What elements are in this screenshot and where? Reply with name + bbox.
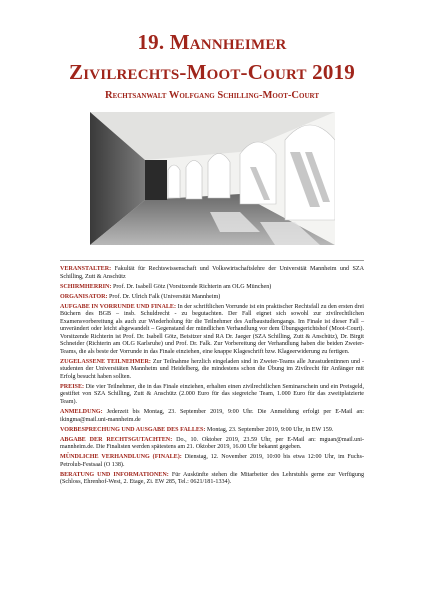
section-vorbesprechung: [60, 427, 364, 435]
section-label: VORBESPRECHUNG UND AUSGABE DES FALLES:: [60, 426, 206, 433]
section-text: Fakultät für Rechtswissenschaft und Volkswirtschaftslehre der Universität Mannheim und SZA Schilling, Zutt & Anschütz: [60, 266, 364, 280]
info-sections: [60, 266, 364, 490]
section-abgabe: [60, 437, 364, 452]
section-text: Prof. Dr. Isabell Götz (Vorsitzende Richterin am OLG München): [111, 283, 272, 290]
section-label: PREISE:: [60, 383, 85, 390]
section-label: ZUGELASSENE TEILNEHMER:: [60, 358, 151, 365]
section-text: Montag, 23. September 2019, 9:00 Uhr, in EW 159.: [205, 426, 334, 433]
section-text: Jederzeit bis Montag, 23. September 2019, 9:00 Uhr. Die Anmeldung erfolgt per E-Mail an: ikingma@mail.uni-mannheim.de: [60, 409, 364, 423]
section-text: Do., 10. Oktober 2019, 23.59 Uhr, per E-Mail an: mguan@mail.uni-mannheim.de. Die Finalisten werden spätestens am 21. Oktober 2019, 16.00 Uhr bekannt gegeben.: [60, 436, 364, 451]
section-beratung: [60, 472, 364, 487]
section-text: Dienstag, 12. November 2019, 10:00 bis etwa 12:00 Uhr, im Fuchs-Petrolub-Festsaal (O 138).: [60, 454, 364, 468]
section-preise: [60, 384, 364, 407]
title-line-2: Zivilrechts-Moot-Court 2019: [69, 60, 355, 84]
divider: [60, 260, 364, 261]
section-label: BERATUNG UND INFORMATIONEN:: [60, 471, 169, 478]
section-label: ORGANISATOR:: [60, 293, 108, 300]
section-text: Prof. Dr. Ulrich Falk (Universität Mannheim): [107, 293, 221, 300]
corridor-photo: [90, 112, 335, 245]
section-text: In der schriftlichen Vorrunde ist ein praktischer Rechtsfall zu den ersten drei Büchern des BGB – insb. Schuldrecht - zu begutachten. Der Fall eignet sich sowohl zur zivilrechtlichen Examensvorbereitung als auch zur Wiederholung für die Teilnehmer des Aufbaustudiengangs. Im Finale ist dieser Fall – unverändert oder leicht abgewandelt – Gegenstand der mündlichen Verhandlung vor dem Übungsgerichtshof (Moot-Court). Vorsitzende Richterin ist Prof. Dr. Isabell Götz, Beisitzer sind RA Dr. Jaeger (SZA Schilling, Zutt & Anschütz), Dr. Birgit Schneider (Richterin am OLG Karlsruhe) und Prof. Dr. Falk. Zur Vorbereitung der Verhandlung haben die beiden Zweier-Teams, die als beste der Vorrunde in das Finale einziehen, eine knappe Klageschrift bzw. Klageerwiderung zu fertigen.: [60, 303, 364, 355]
corridor-photo-icon: [90, 112, 335, 245]
title-line-1: 19. Mannheimer: [137, 30, 287, 54]
section-veranstalter: [60, 266, 364, 281]
section-text: Die vier Teilnehmer, die in das Finale einziehen, erhalten einen zivilrechtlichen Seminarschein und ein Preisgeld, gestiftet von SZA Schilling, Zutt & Anschütz (2.000 Euro für das siegreiche Team, 1.000 Euro für das zweitplatzierte Team).: [60, 383, 364, 405]
subtitle: Rechtsanwalt Wolfgang Schilling-Moot-Court: [105, 90, 319, 101]
section-text: Für Auskünfte stehen die Mitarbeiter des Lehrstuhls gerne zur Verfügung (Schloss, Ehrenhof-West, 2. Etage, Zi. EW 285, Tel.: 0621/181-1334).: [60, 471, 364, 486]
section-label: VERANSTALTER:: [60, 266, 112, 272]
section-schirmherrin: [60, 284, 364, 292]
section-label: ABGABE DER RECHTSGUTACHTEN:: [60, 436, 173, 443]
section-label: ANMELDUNG:: [60, 409, 103, 416]
section-text: Zur Teilnahme herzlich eingeladen sind in Zweier-Teams alle Jurastudentinnen und -studenten der Universitäten Mannheim und Heidelberg, die mindestens schon die Übung im Zivilrecht für Anfänger mit Erfolg besucht haben sollten.: [60, 358, 364, 380]
section-label: SCHIRMHERRIN:: [60, 283, 112, 290]
section-verhandlung: [60, 454, 364, 469]
section-organisator: [60, 294, 364, 302]
section-label: AUFGABE IN VORRUNDE UND FINALE:: [60, 303, 177, 310]
section-anmeldung: [60, 409, 364, 424]
section-aufgabe: [60, 304, 364, 357]
section-label: MÜNDLICHE VERHANDLUNG (FINALE):: [60, 454, 182, 461]
section-teilnehmer: [60, 359, 364, 382]
